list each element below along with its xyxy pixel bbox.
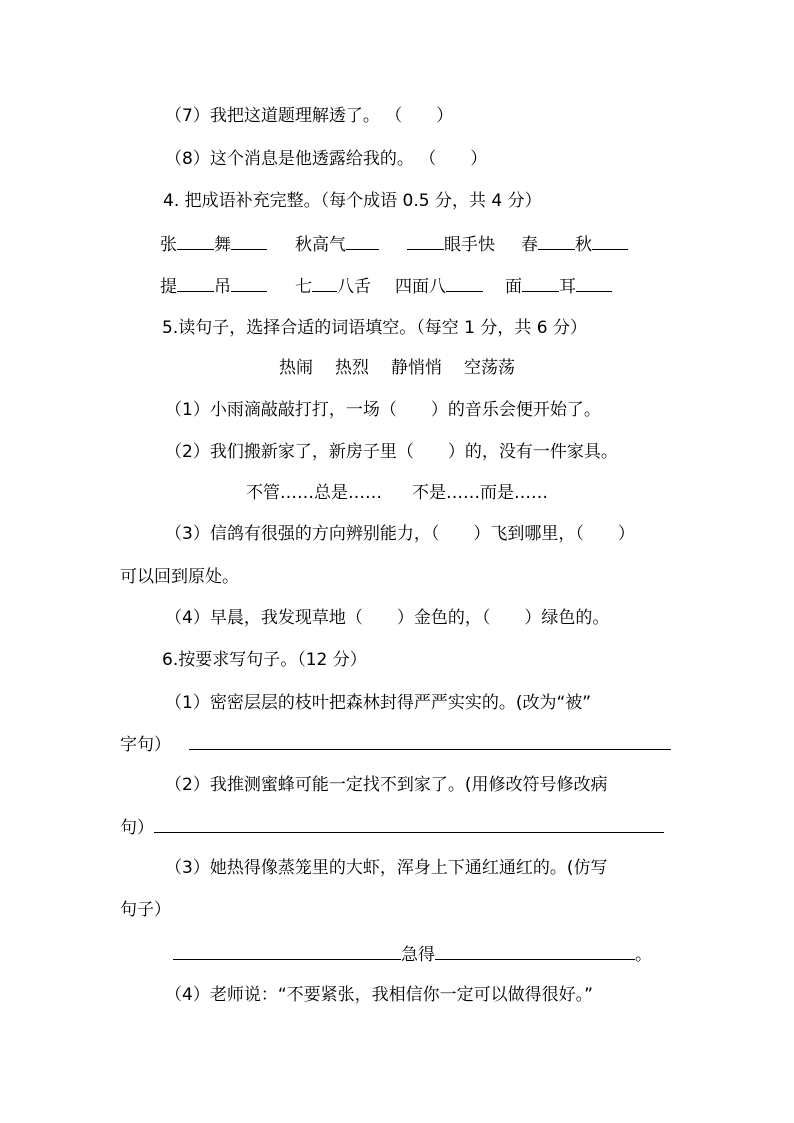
q5-sentence-3: （3）信鸽有很强的方向辨别能力，（ ）飞到哪里，（ ） [165,524,635,544]
q6-item-3-cont: 句子） [120,900,171,920]
answer-line[interactable] [154,814,664,833]
idiom-text: 秋高气 [295,235,346,255]
idiom-text: 舞 [214,235,231,255]
q6-item-3-imitation [173,941,652,967]
idiom-text: 眼手快 [444,235,495,255]
q5-word-bank-1 [0,356,794,380]
q4-title: 4. 把成语补充完整。（每个成语 0.5 分，共 4 分） [163,191,542,211]
q5-sentence-4: （4）早晨，我发现草地（ ）金色的，（ ）绿色的。 [165,608,610,628]
q5-word-bank-2 [0,481,794,505]
q4-idiom-row-2 [160,274,612,299]
q3-item-8: （8）这个消息是他透露给我的。 （ ） [165,149,488,169]
idiom-text: 张 [160,235,177,255]
idiom-blank[interactable] [231,274,267,292]
idiom-blank[interactable] [177,274,214,292]
q6-title: 6.按要求写句子。（12 分） [162,650,367,670]
q6-item-1: （1）密密层层的枝叶把森林封得严严实实的。(改为“被” [165,693,592,713]
q6-item-3: （3）她热得像蒸笼里的大虾，浑身上下通红通红的。(仿写 [165,858,608,878]
q3-item-7: （7）我把这道题理解透了。 （ ） [165,106,454,126]
imitation-end-text: 。 [635,945,652,965]
idiom-blank[interactable] [231,232,267,250]
idiom-blank[interactable] [538,232,575,250]
q6-item-1-label: 字句） [120,735,171,755]
idiom-text: 秋 [575,235,592,255]
q4-idiom-row-1 [160,232,628,257]
q6-item-2-label: 句） [120,818,154,838]
word-option: 不管……总是…… [246,483,382,503]
idiom-blank[interactable] [346,232,379,250]
q5-sentence-3-cont: 可以回到原处。 [120,567,239,587]
q5-title: 5.读句子，选择合适的词语填空。（每空 1 分，共 6 分） [162,318,587,338]
idiom-text: 七 [295,277,312,297]
q5-sentence-2: （2）我们搬新家了，新房子里（ ）的，没有一件家具。 [165,442,618,462]
idiom-text: 耳 [559,277,576,297]
idiom-text: 春 [521,235,538,255]
answer-line[interactable] [189,731,671,750]
word-option: 热闹 [279,358,313,378]
q6-item-4: （4）老师说：“不要紧张，我相信你一定可以做得很好。” [165,985,593,1005]
idiom-blank[interactable] [312,274,337,292]
idiom-text: 面 [505,277,522,297]
word-option: 不是……而是…… [412,483,548,503]
idiom-text: 八舌 [337,277,371,297]
idiom-blank[interactable] [407,232,444,250]
q6-item-2-cont [120,814,664,840]
idiom-blank[interactable] [592,232,628,250]
q5-sentence-1: （1）小雨滴敲敲打打，一场（ ）的音乐会便开始了。 [165,400,601,420]
q6-item-1-cont [120,731,671,757]
answer-line[interactable] [435,941,635,960]
word-option: 空荡荡 [464,358,515,378]
idiom-blank[interactable] [446,274,483,292]
q6-item-2: （2）我推测蜜蜂可能一定找不到家了。(用修改符号修改病 [165,775,608,795]
idiom-text: 吊 [214,277,231,297]
imitation-mid-text: 急得 [401,945,435,965]
idiom-text: 提 [160,277,177,297]
word-option: 热烈 [335,358,369,378]
idiom-blank[interactable] [576,274,612,292]
idiom-blank[interactable] [522,274,559,292]
word-option: 静悄悄 [391,358,442,378]
answer-line[interactable] [173,941,401,960]
idiom-blank[interactable] [177,232,214,250]
idiom-text: 四面八 [395,277,446,297]
